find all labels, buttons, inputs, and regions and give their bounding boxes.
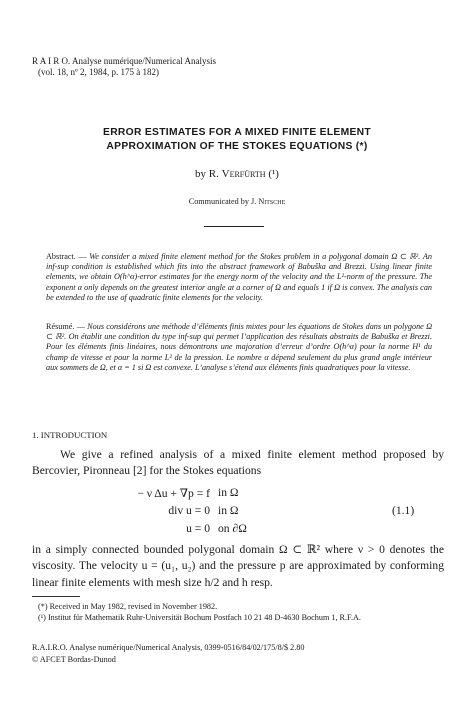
volume-line: (vol. 18, nº 2, 1984, p. 175 à 182) [38, 67, 160, 77]
author-line [0, 168, 474, 180]
intro-paragraph-1: We give a refined analysis of a mixed finite element method proposed by Bercovier, Pironneau [2] for the Stokes equations [32, 448, 444, 478]
abstract-text: We consider a mixed finite element method for the Stokes problem in a polygonal domain Ω ⊂ ℝ². An inf-sup condition is established which fits into the abstract framework of Babuška and Brezzi. Using linear finite elements, we obtain O(h^α)-error estimates for the energy norm of the velocity and the L²-norm of the pressure. The exponent α only depends on the greatest interior angle at a corner of Ω and equals 1 if Ω is convex. The analysis can be extended to the use of quadratic finite elements for the velocity. [46, 252, 432, 302]
author-footnote-mark: (¹) [268, 168, 279, 180]
footnote-received: (*) Received in May 1982, revised in November 1982. [38, 602, 218, 611]
footer-copyright: © AFCET Bordas-Dunod [32, 655, 116, 664]
equation-block [0, 486, 474, 542]
footnote-institute: (¹) Institut für Mathematik Ruhr-Universität Bochum Postfach 10 21 48 D-4630 Bochum 1, R.F.A. [38, 613, 361, 622]
equation-boundary-domain: on ∂Ω [218, 522, 247, 535]
equation-momentum: − ν Δu + ∇p = f [137, 487, 210, 500]
intro-paragraph-2: in a simply connected bounded polygonal domain Ω ⊂ ℝ² where ν > 0 denotes the viscosity. The velocity u = (u₁, u₂) and the pressure p are approximated by conforming linear finite elements with mesh size h/2 and h resp. [32, 543, 444, 589]
communicated-prefix: Communicated by J. [188, 197, 257, 206]
title-separator [204, 226, 264, 227]
author-name: Verfürth [221, 168, 266, 180]
footer-journal: R.A.I.R.O. Analyse numérique/Numerical Analysis, 0399-0516/84/02/175/8/$ 2.80 [32, 643, 305, 652]
paper-title-line-1: ERROR ESTIMATES FOR A MIXED FINITE ELEMENT [103, 127, 371, 138]
communicator-name: Nitsche [258, 197, 286, 206]
resume-text: Nous considérons une méthode d’éléments finis mixtes pour les équations de Stokes dans un polygone Ω ⊂ ℝ². On établit une condition du type inf-sup qui permet l’application des résultats abstraits de Babuška et Brezzi. Pour les éléments finis linéaires, nous démontrons une majoration d’erreur d’ordre O(h^α) pour la norme H¹ du champ de vitesse et pour la norme L² de la pression. Le nombre α dépend seulement du plus grand angle intérieur aux sommets de Ω, et α = 1 si Ω est convexe. L’analyse s’étend aux éléments finis quadratiques pour la vitesse. [46, 322, 433, 372]
paper-title-line-2: APPROXIMATION OF THE STOKES EQUATIONS (*) [106, 141, 368, 152]
resume [46, 322, 432, 373]
journal-header: R A I R O. Analyse numérique/Numerical Analysis [32, 56, 216, 66]
section-heading: 1. INTRODUCTION [32, 430, 108, 440]
communicated-line [0, 197, 474, 206]
equation-divergence: div u = 0 [168, 504, 210, 517]
equation-momentum-domain: in Ω [218, 486, 239, 499]
footnote-separator [32, 596, 80, 597]
abstract-lead: Abstract. — [46, 252, 87, 261]
equation-divergence-domain: in Ω [218, 504, 239, 517]
equation-number: (1.1) [392, 504, 415, 517]
abstract [46, 252, 432, 303]
author-by: by R. [195, 168, 219, 180]
equation-boundary: u = 0 [186, 522, 210, 535]
resume-lead: Résumé. — [46, 322, 85, 331]
